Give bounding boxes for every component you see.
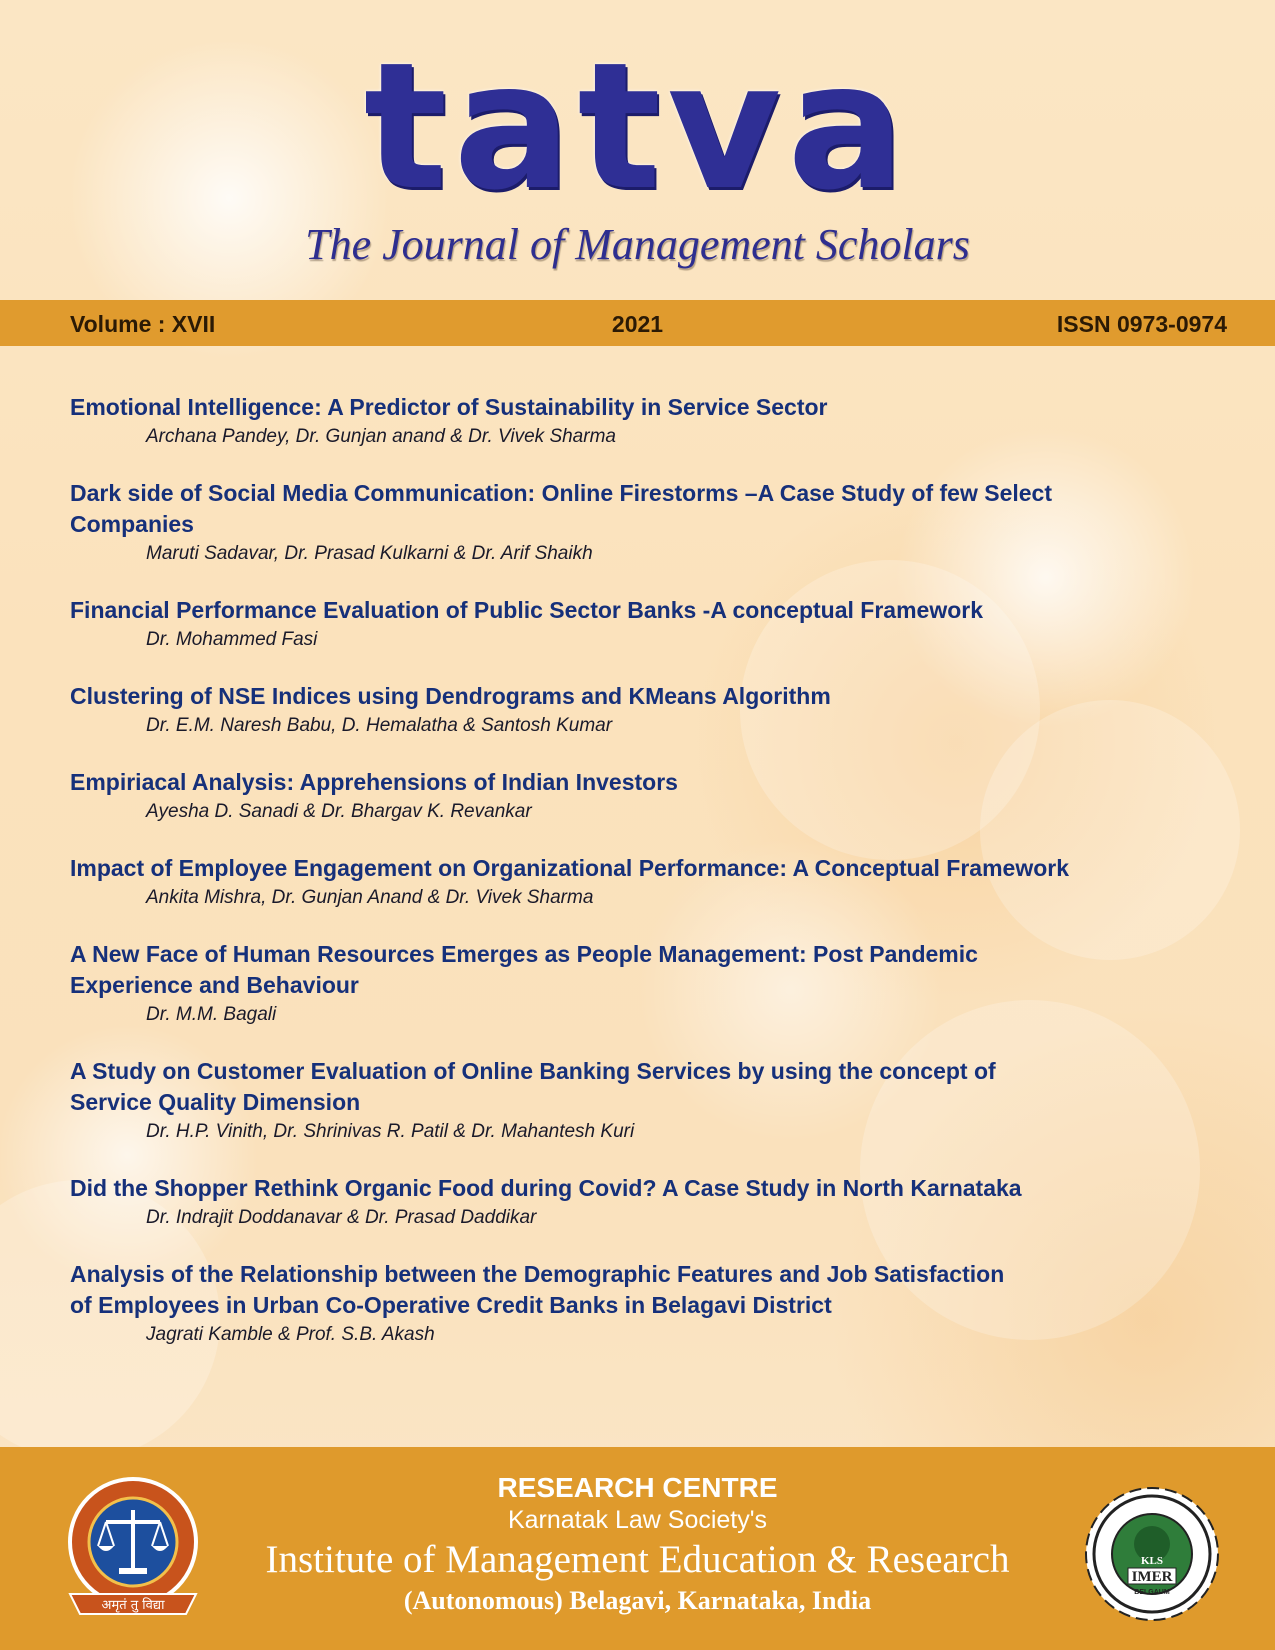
institute-name: Institute of Management Education & Research [265,1538,1010,1581]
article-title: Clustering of NSE Indices using Dendrograms and KMeans Algorithm [70,683,831,709]
research-centre-heading: RESEARCH CENTRE [497,1472,778,1503]
emblem-imer-text: IMER [1131,1569,1173,1585]
masthead [0,26,1275,270]
imer-emblem [1082,1484,1222,1629]
list-item[interactable] [70,767,1240,824]
scales-of-justice-icon [62,1476,204,1626]
gear-seal-icon [1082,1484,1222,1624]
table-of-contents [70,392,1240,1376]
journal-subtitle: The Journal of Management Scholars [305,220,970,269]
article-authors: Dr. E.M. Naresh Babu, D. Hemalatha & Santosh Kumar [146,715,613,736]
list-item[interactable] [70,1259,1240,1347]
issue-year: 2021 [611,311,664,337]
article-title: Dark side of Social Media Communication: Online Firestorms –A Case Study of few Select Companies [70,480,1052,537]
article-authors: Ankita Mishra, Dr. Gunjan Anand & Dr. Vivek Sharma [146,887,594,908]
article-authors: Dr. M.M. Bagali [146,1004,277,1025]
journal-logo: tatva [363,26,912,229]
article-authors: Dr. Mohammed Fasi [146,629,318,650]
article-title: Financial Performance Evaluation of Public Sector Banks -A conceptual Framework [70,597,984,623]
article-authors: Dr. Indrajit Doddanavar & Dr. Prasad Daddikar [146,1207,537,1228]
list-item[interactable] [70,853,1240,910]
article-title: Empiriacal Analysis: Apprehensions of Indian Investors [70,769,678,795]
article-title: A Study on Customer Evaluation of Online Banking Services by using the concept of Service Quality Dimension [70,1058,996,1115]
issue-info-band [0,300,1275,346]
emblem-city-text: BELGAUM [1134,1589,1170,1596]
article-authors: Jagrati Kamble & Prof. S.B. Akash [146,1324,435,1345]
article-authors: Archana Pandey, Dr. Gunjan anand & Dr. Vivek Sharma [146,426,616,447]
article-authors: Ayesha D. Sanadi & Dr. Bhargav K. Revankar [146,801,532,822]
list-item[interactable] [70,1173,1240,1230]
article-title: Analysis of the Relationship between the Demographic Features and Job Satisfaction of Employees in Urban Co-Operative Credit Banks in Belagavi District [70,1261,1005,1318]
list-item[interactable] [70,392,1240,449]
article-title: Impact of Employee Engagement on Organizational Performance: A Conceptual Framework [70,855,1069,881]
article-authors: Maruti Sadavar, Dr. Prasad Kulkarni & Dr. Arif Shaikh [146,543,593,564]
list-item[interactable] [70,478,1240,566]
emblem-ribbon-text: अमृतं तु विद्या [101,1598,165,1613]
list-item[interactable] [70,681,1240,738]
issn-label: ISSN 0973-0974 [1056,311,1227,337]
article-title: A New Face of Human Resources Emerges as People Management: Post Pandemic Experience and Behaviour [70,941,978,998]
article-authors: Dr. H.P. Vinith, Dr. Shrinivas R. Patil & Dr. Mahantesh Kuri [146,1121,635,1142]
article-title: Emotional Intelligence: A Predictor of Sustainability in Service Sector [70,394,828,420]
list-item[interactable] [70,939,1240,1027]
kls-emblem [62,1476,204,1631]
volume-label: Volume : XVII [70,311,216,337]
list-item[interactable] [70,1056,1240,1144]
emblem-kls-text: KLS [1140,1555,1164,1567]
list-item[interactable] [70,595,1240,652]
institute-location: (Autonomous) Belagavi, Karnataka, India [403,1586,872,1615]
article-title: Did the Shopper Rethink Organic Food during Covid? A Case Study in North Karnataka [70,1175,1022,1201]
society-name: Karnatak Law Society's [507,1506,768,1534]
